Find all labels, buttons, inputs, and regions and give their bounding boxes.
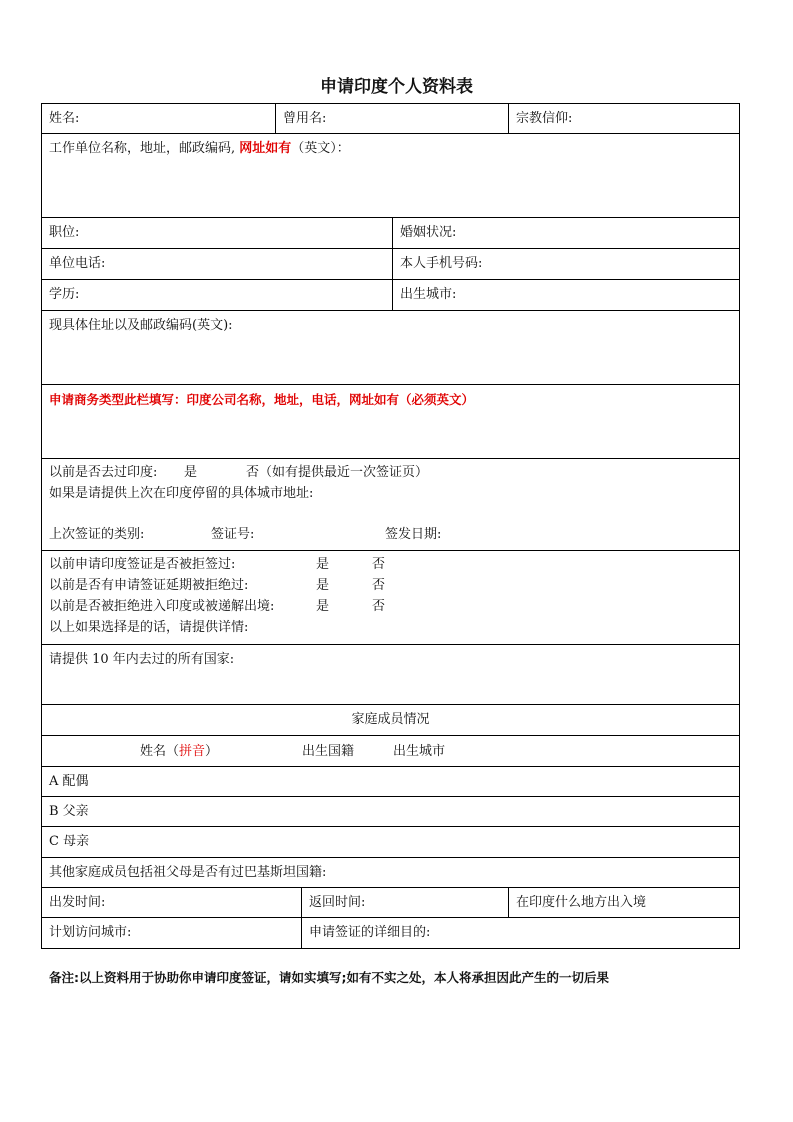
visa-type-field[interactable]: 上次签证的类别: (49, 527, 145, 542)
marital-status-field[interactable]: 婚姻状况: (392, 218, 739, 248)
work-address-field[interactable] (42, 134, 739, 217)
mobile-field[interactable]: 本人手机号码: (392, 249, 739, 279)
religion-field[interactable]: 宗教信仰: (508, 104, 739, 133)
footer-note: 备注:以上资料用于协助你申请印度签证，请如实填写;如有不实之处，本人将承担因此产生的一切后果 (49, 970, 609, 985)
row-address (41, 311, 740, 385)
family-section-header: 家庭成员情况 (351, 712, 430, 727)
position-field[interactable]: 职位: (49, 225, 80, 240)
refusal-q1: 以前申请印度签证是否被拒签过: (49, 557, 236, 572)
prior-visit-section (42, 459, 739, 550)
row-pakistan (41, 858, 740, 888)
refusal-q3: 以前是否被拒绝进入印度或被递解出境: (49, 599, 275, 614)
education-field[interactable]: 学历: (49, 287, 80, 302)
family-col-name: 姓名（拼音） (140, 744, 219, 759)
prior-visit-no[interactable]: 否（如有提供最近一次签证页） (246, 465, 429, 480)
spouse-field[interactable]: A 配偶 (49, 774, 89, 789)
refusal-q2-yes[interactable]: 是 (316, 578, 330, 593)
prior-visit-city-label: 如果是请提供上次在印度停留的具体城市地址: (49, 486, 314, 501)
row-spouse (41, 767, 740, 797)
refusal-q1-yes[interactable]: 是 (316, 557, 330, 572)
row-father (41, 797, 740, 827)
row-work (41, 134, 740, 218)
row-visit-plan (41, 918, 740, 949)
row-phone (41, 249, 740, 280)
work-label-suffix: （英文）： (291, 141, 350, 156)
prior-visit-yes[interactable]: 是 (184, 465, 198, 480)
pakistan-nationality-field[interactable]: 其他家庭成员包括祖父母是否有过巴基斯坦国籍: (49, 865, 327, 880)
name-field[interactable]: 姓名: (49, 111, 80, 126)
family-column-headers (42, 736, 739, 766)
countries-visited-field[interactable]: 请提供 10 年内去过的所有国家: (49, 652, 235, 667)
application-form (41, 103, 740, 949)
former-name-field[interactable]: 曾用名: (275, 104, 508, 133)
refusal-q3-no[interactable]: 否 (372, 599, 386, 614)
row-family-header (41, 705, 740, 736)
row-refusal (41, 551, 740, 645)
planned-cities-field[interactable]: 计划访问城市: (49, 925, 132, 940)
departure-time-field[interactable]: 出发时间: (49, 895, 106, 910)
refusal-q1-no[interactable]: 否 (372, 557, 386, 572)
birth-city-field[interactable]: 出生城市: (392, 280, 739, 310)
family-col-city: 出生城市 (393, 744, 446, 759)
row-position (41, 218, 740, 249)
row-business (41, 385, 740, 459)
row-mother (41, 827, 740, 858)
work-label: 工作单位名称，地址，邮政编码, (49, 141, 236, 156)
work-website-highlight: 网址如有 (239, 141, 292, 156)
refusal-section (42, 551, 739, 644)
business-company-field[interactable]: 申请商务类型此栏填写：印度公司名称，地址，电话，网址如有（必须英文） (49, 392, 475, 407)
work-phone-field[interactable]: 单位电话: (49, 256, 106, 271)
father-field[interactable]: B 父亲 (49, 804, 89, 819)
prior-visit-question: 以前是否去过印度: (49, 465, 158, 480)
entry-exit-port-field[interactable]: 在印度什么地方出入境 (508, 888, 739, 917)
row-countries (41, 645, 740, 705)
refusal-q2-no[interactable]: 否 (372, 578, 386, 593)
row-travel-dates (41, 888, 740, 918)
refusal-q3-yes[interactable]: 是 (316, 599, 330, 614)
row-family-columns (41, 736, 740, 767)
return-time-field[interactable]: 返回时间: (301, 888, 508, 917)
visa-purpose-field[interactable]: 申请签证的详细目的: (301, 918, 739, 948)
refusal-q2: 以前是否有申请签证延期被拒绝过: (49, 578, 249, 593)
refusal-details-field[interactable]: 以上如果选择是的话，请提供详情: (49, 620, 249, 635)
row-prior-visit (41, 459, 740, 551)
row-names (41, 103, 740, 134)
page-title: 申请印度个人资料表 (320, 77, 473, 97)
home-address-field[interactable]: 现具体住址以及邮政编码(英文): (49, 318, 233, 333)
issue-date-field[interactable]: 签发日期: (385, 527, 442, 542)
mother-field[interactable]: C 母亲 (49, 834, 90, 849)
row-education (41, 280, 740, 311)
visa-number-field[interactable]: 签证号: (211, 527, 255, 542)
family-col-nationality: 出生国籍 (302, 744, 355, 759)
